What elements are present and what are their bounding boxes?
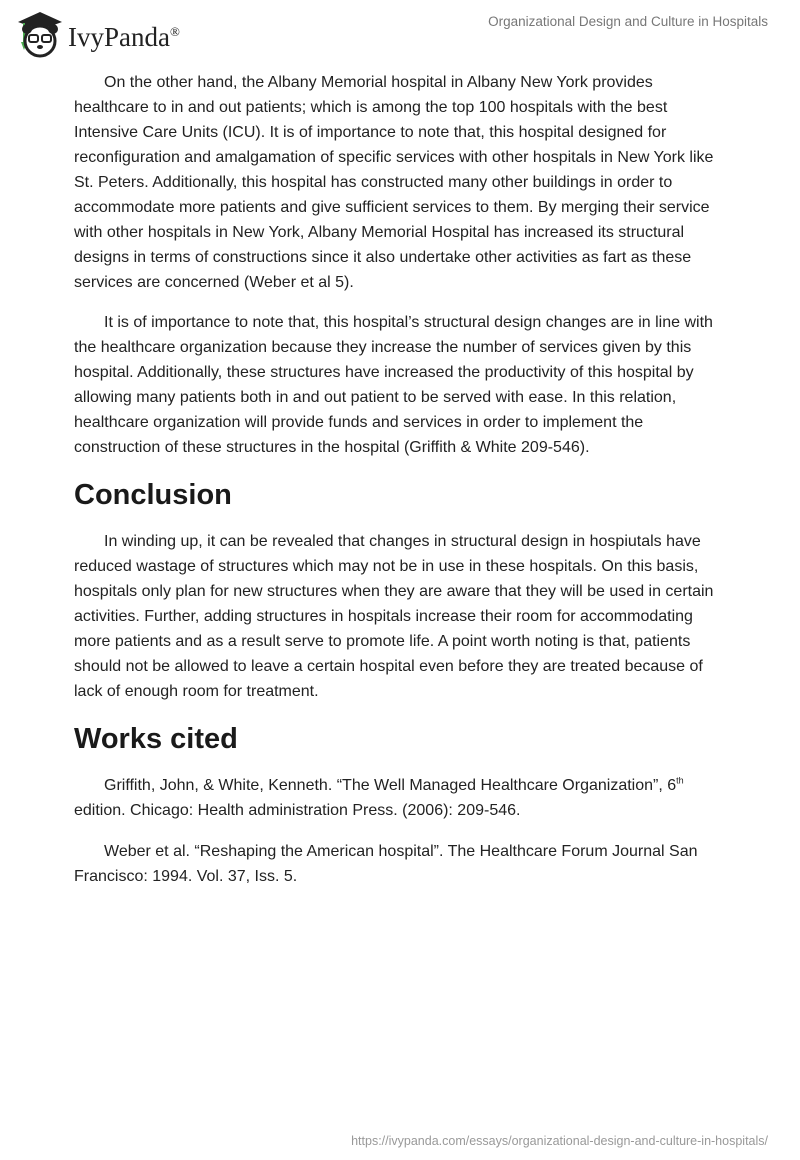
reference-text: edition. Chicago: Health administration Press. (2006): 209-546. (74, 802, 521, 819)
registered-mark: ® (169, 23, 180, 39)
body-paragraph: On the other hand, the Albany Memorial hospital in Albany New York provides healthcare to in and out patients; which is among the top 100 hospitals with the best Intensive Care Units (ICU). It is of importance to note that, this hospital designed for reconfiguration and amalgamation of specific services with other hospitals in New York like St. Peters. Additionally, this hospital has constructed many other buildings in order to accommodate more patients and give sufficient services to them. By merging their service with other hospitals in New York, Albany Memorial Hospital has increased its structural designs in terms of constructions since it also undertake other activities as fart as these services are concerned (Weber et al 5). (74, 74, 714, 291)
reference-text: Griffith, John, & White, Kenneth. “The Well Managed Healthcare Organization”, 6 (104, 777, 677, 794)
essay-content (74, 70, 726, 905)
reference-item (74, 773, 726, 823)
document-header-title: Organizational Design and Culture in Hospitals (488, 14, 768, 29)
reference-item (74, 839, 726, 889)
works-cited-heading: Works cited (74, 723, 238, 755)
ivypanda-logo[interactable] (16, 8, 180, 58)
conclusion-heading: Conclusion (74, 479, 232, 511)
logo-name: IvyPanda (68, 21, 170, 52)
reference-text: Weber et al. “Reshaping the American hospital”. The Healthcare Forum Journal San Francisco: 1994. Vol. 37, Iss. 5. (74, 843, 698, 885)
conclusion-paragraph: In winding up, it can be revealed that changes in structural design in hospiutals have reduced wastage of structures which may not be in use in these hospitals. On this basis, hospitals only plan for new structures when they are aware that they will be used in certain activities. Further, adding structures in hospitals increase their room for accommodating more patients and as a result serve to promote life. A point worth noting is that, patients should not be allowed to leave a certain hospital even before they are treated because of lack of enough room for treatment. (74, 533, 714, 700)
logo-text (68, 22, 180, 53)
body-paragraph: It is of importance to note that, this hospital’s structural design changes are in line with the healthcare organization because they increase the number of services given by this hospital. Additionally, these structures have increased the productivity of this hospital by allowing many patients both in and out patient to be served with ease. In this relation, healthcare organization will provide funds and services in order to implement the construction of these structures in the hospital (Griffith & White 209-546). (74, 314, 713, 456)
source-url[interactable]: https://ivypanda.com/essays/organizational-design-and-culture-in-hospitals/ (351, 1134, 768, 1148)
reference-superscript: th (676, 775, 684, 786)
panda-graduate-icon (16, 8, 62, 58)
